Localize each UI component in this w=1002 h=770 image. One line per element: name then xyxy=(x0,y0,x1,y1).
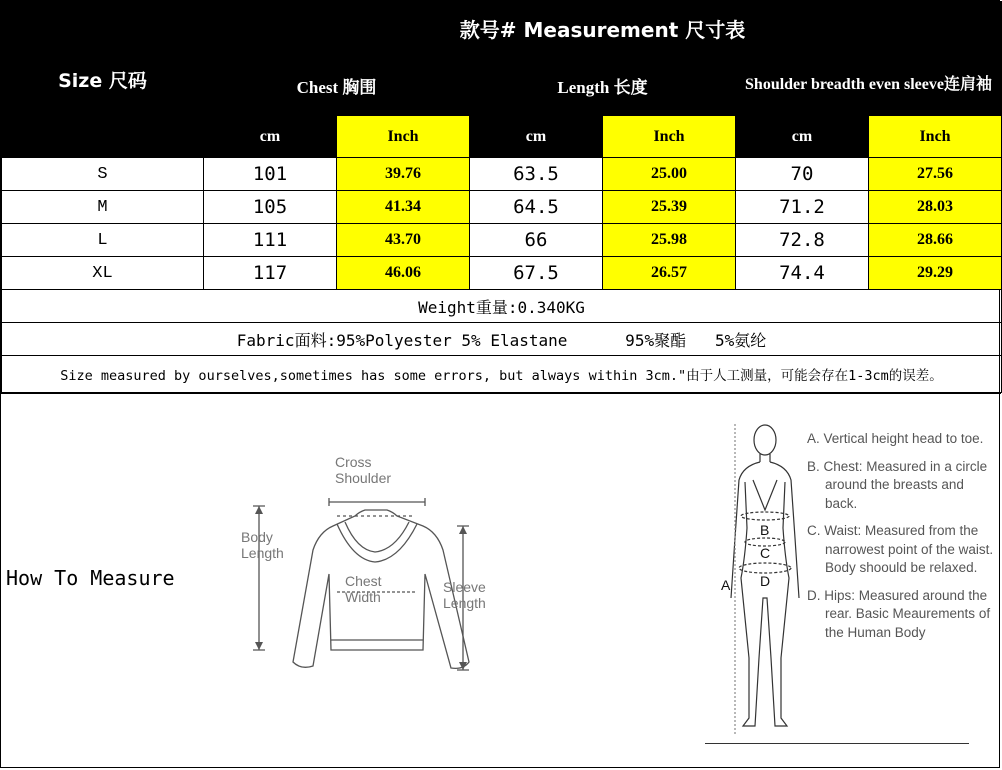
chest-cm-cell: 101 xyxy=(204,158,337,191)
body-length-label-2: Length xyxy=(241,545,284,561)
legend-item-d: D. Hips: Measured around the rear. Basic Meaurements of the Human Body xyxy=(807,587,991,640)
chest-header: Chest 胸围 xyxy=(204,55,470,116)
length-inch-cell: 25.39 xyxy=(603,191,736,224)
shoulder-inch-cell: 28.66 xyxy=(869,224,1002,257)
body-figure-diagram xyxy=(705,418,805,748)
length-inch-cell: 26.57 xyxy=(603,257,736,290)
garment-diagram xyxy=(237,454,503,690)
chest-width-label-2: Width xyxy=(345,589,381,605)
chest-inch-cell: 43.70 xyxy=(337,224,470,257)
legend-item-b: B. Chest: Measured in a circle around the breasts and back. xyxy=(807,458,988,511)
unit-cm: cm xyxy=(204,116,337,158)
how-to-measure-section xyxy=(1,393,1001,770)
unit-cm: cm xyxy=(470,116,603,158)
length-cm-cell: 63.5 xyxy=(470,158,603,191)
chest-inch-cell: 39.76 xyxy=(337,158,470,191)
length-inch-cell: 25.98 xyxy=(603,224,736,257)
marker-c: C xyxy=(760,545,771,561)
size-cell: L xyxy=(2,224,204,257)
how-to-measure-label: How To Measure xyxy=(6,566,175,590)
length-cm-cell: 66 xyxy=(470,224,603,257)
marker-d: D xyxy=(760,573,771,589)
shoulder-inch-cell: 28.03 xyxy=(869,191,1002,224)
measurement-legend xyxy=(807,430,997,651)
shoulder-inch-cell: 29.29 xyxy=(869,257,1002,290)
shoulder-inch-cell: 27.56 xyxy=(869,158,1002,191)
chest-inch-cell: 46.06 xyxy=(337,257,470,290)
body-length-label-1: Body xyxy=(241,529,273,545)
shoulder-cm-cell: 74.4 xyxy=(736,257,869,290)
table-title: 款号# Measurement 尺寸表 xyxy=(204,2,1002,55)
length-cm-cell: 64.5 xyxy=(470,191,603,224)
unit-inch: Inch xyxy=(869,116,1002,158)
body-figure-underline xyxy=(705,743,969,744)
chest-inch-cell: 41.34 xyxy=(337,191,470,224)
shoulder-cm-cell: 72.8 xyxy=(736,224,869,257)
table-row xyxy=(2,257,1002,290)
shoulder-cm-cell: 70 xyxy=(736,158,869,191)
size-cell: XL xyxy=(2,257,204,290)
chest-width-label-1: Chest xyxy=(345,573,382,589)
unit-cm: cm xyxy=(736,116,869,158)
cross-shoulder-label-2: Shoulder xyxy=(335,470,392,486)
sleeve-length-label-1: Sleeve xyxy=(443,579,486,595)
length-header: Length 长度 xyxy=(470,55,736,116)
fabric-info: Fabric面料:95%Polyester 5% Elastane 95%聚酯 5%氨纶 xyxy=(2,323,1002,356)
chest-cm-cell: 111 xyxy=(204,224,337,257)
chest-cm-cell: 105 xyxy=(204,191,337,224)
size-cell: M xyxy=(2,191,204,224)
shoulder-cm-cell: 71.2 xyxy=(736,191,869,224)
sleeve-length-label-2: Length xyxy=(443,595,486,611)
unit-inch: Inch xyxy=(337,116,470,158)
legend-item-a: A. Vertical height head to toe. xyxy=(807,431,984,446)
shoulder-header: Shoulder breadth even sleeve连肩袖 xyxy=(736,55,1002,116)
chest-cm-cell: 117 xyxy=(204,257,337,290)
size-cell: S xyxy=(2,158,204,191)
table-row xyxy=(2,224,1002,257)
weight-info: Weight重量:0.340KG xyxy=(2,290,1002,323)
unit-inch: Inch xyxy=(603,116,736,158)
size-table xyxy=(1,1,1002,393)
marker-a: A xyxy=(721,577,731,593)
table-row xyxy=(2,158,1002,191)
length-cm-cell: 67.5 xyxy=(470,257,603,290)
table-row xyxy=(2,191,1002,224)
length-inch-cell: 25.00 xyxy=(603,158,736,191)
cross-shoulder-label-1: Cross xyxy=(335,454,372,470)
size-header: Size 尺码 xyxy=(2,2,204,158)
marker-b: B xyxy=(760,522,770,538)
legend-item-c: C. Waist: Measured from the narrowest point of the waist. Body shoould be relaxed. xyxy=(807,523,994,575)
measurement-note: Size measured by ourselves,sometimes has some errors, but always within 3cm."由于人工测量，可能会存在1-3cm的误差。 xyxy=(2,356,1002,393)
